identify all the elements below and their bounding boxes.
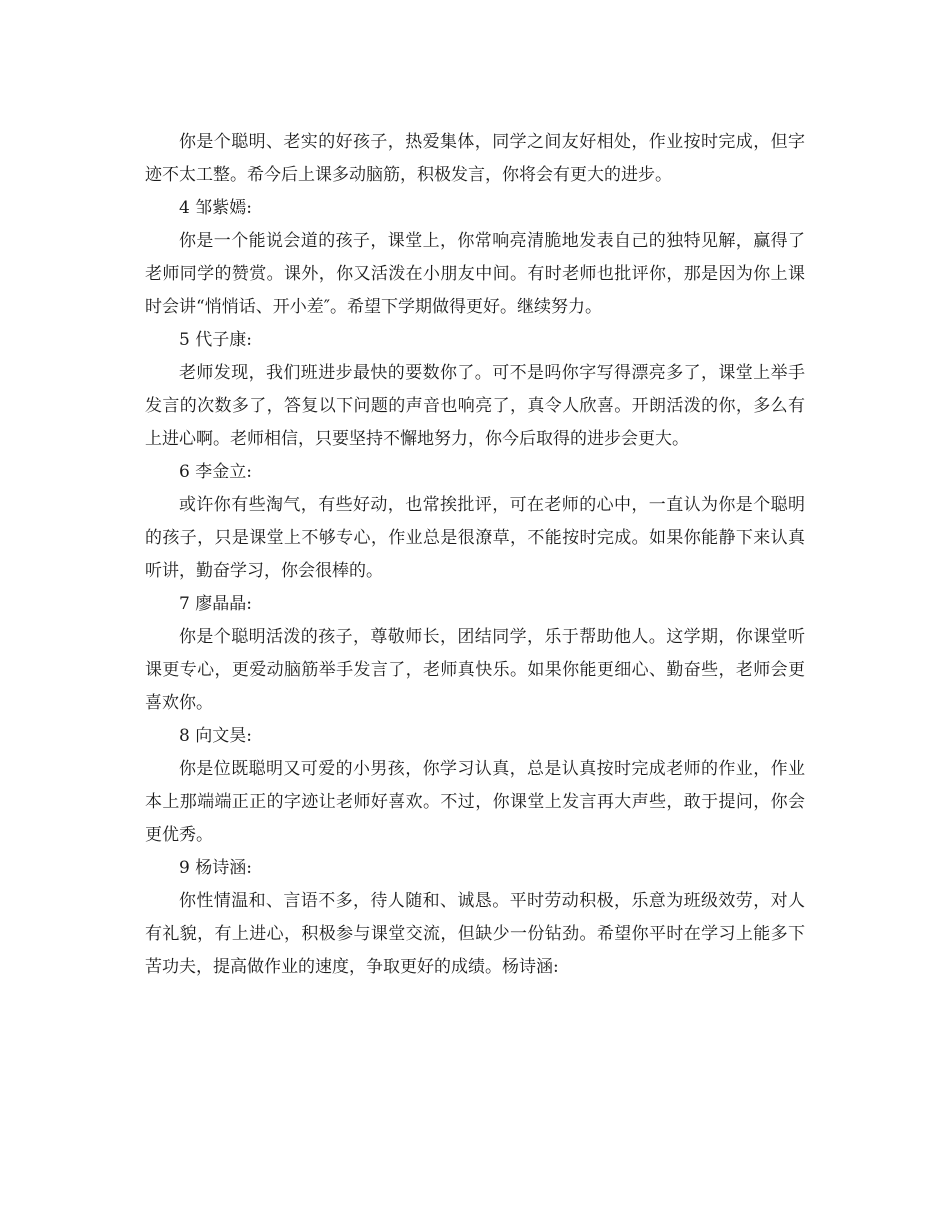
comment-paragraph: 你是个聪明活泼的孩子，尊敬师长，团结同学，乐于帮助他人。这学期，你课堂听课更专心，更爱动脑筋举手发言了，老师真快乐。如果你能更细心、勤奋些，老师会更喜欢你。 [145,627,805,713]
comment-paragraph: 或许你有些淘气，有些好动，也常挨批评，可在老师的心中，一直认为你是个聪明的孩子，只是课堂上不够专心，作业总是很潦草，不能按时完成。如果你能静下来认真听讲，勤奋学习，你会很棒的。 [145,495,805,581]
document-body [145,126,805,984]
student-heading: 6 李金立: [179,462,252,482]
student-heading: 5 代子康: [179,330,252,350]
student-heading: 8 向文昊: [179,726,252,746]
student-heading: 4 邹紫嫣: [179,198,252,218]
comment-paragraph: 你是位既聪明又可爱的小男孩，你学习认真，总是认真按时完成老师的作业，作业本上那端端正正的字迹让老师好喜欢。不过，你课堂上发言再大声些，敢于提问，你会更优秀。 [145,759,805,845]
comment-paragraph: 老师发现，我们班进步最快的要数你了。可不是吗你字写得漂亮多了，课堂上举手发言的次数多了，答复以下问题的声音也响亮了，真令人欣喜。开朗活泼的你，多么有上进心啊。老师相信，只要坚持不懈地努力，你今后取得的进步会更大。 [145,363,805,449]
student-heading: 7 廖晶晶: [179,594,252,614]
comment-paragraph: 你性情温和、言语不多，待人随和、诚恳。平时劳动积极，乐意为班级效劳，对人有礼貌，有上进心，积极参与课堂交流，但缺少一份钻劲。希望你平时在学习上能多下苦功夫，提高做作业的速度，争取更好的成绩。杨诗涵: [145,891,805,977]
comment-paragraph: 你是一个能说会道的孩子，课堂上，你常响亮清脆地发表自己的独特见解，赢得了老师同学的赞赏。课外，你又活泼在小朋友中间。有时老师也批评你，那是因为你上课时会讲“悄悄话、开小差″。希望下学期做得更好。继续努力。 [145,231,805,317]
student-heading: 9 杨诗涵: [179,858,252,878]
comment-paragraph: 你是个聪明、老实的好孩子，热爱集体，同学之间友好相处，作业按时完成，但字迹不太工整。希今后上课多动脑筋，积极发言，你将会有更大的进步。 [145,132,805,185]
